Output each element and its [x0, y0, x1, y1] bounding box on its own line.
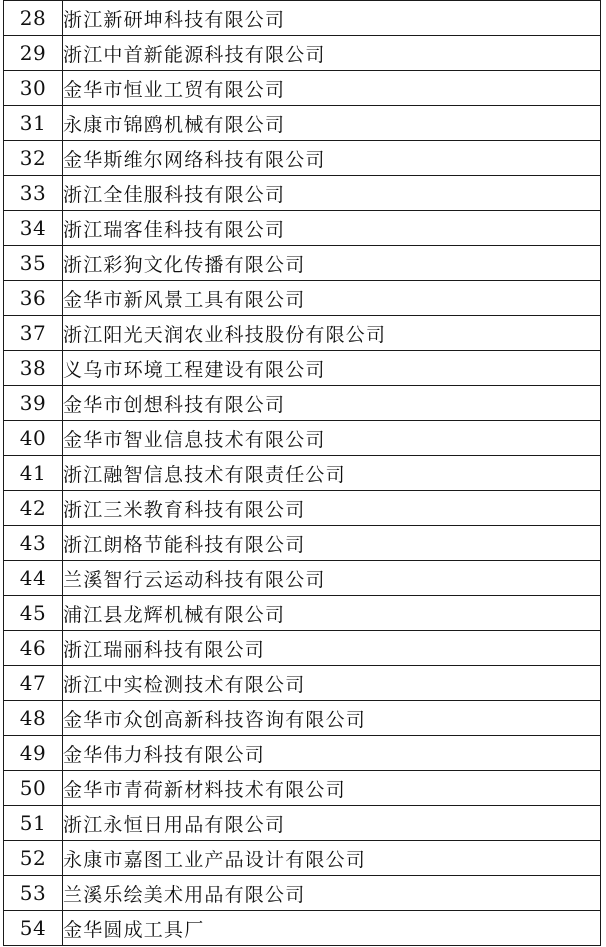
table-row — [4, 316, 601, 351]
row-index-cell: 38 — [4, 351, 63, 386]
table-row — [4, 596, 601, 631]
company-name-cell: 浙江朗格节能科技有限公司 — [63, 526, 601, 561]
table-row — [4, 36, 601, 71]
row-index-cell: 52 — [4, 841, 63, 876]
company-name-cell: 浦江县龙辉机械有限公司 — [63, 596, 601, 631]
table-row — [4, 526, 601, 561]
table-row — [4, 876, 601, 911]
company-name-cell: 金华市恒业工贸有限公司 — [63, 71, 601, 106]
table-row — [4, 561, 601, 596]
company-name-cell: 兰溪智行云运动科技有限公司 — [63, 561, 601, 596]
row-index-cell: 31 — [4, 106, 63, 141]
company-name-cell: 浙江瑞客佳科技有限公司 — [63, 211, 601, 246]
table-row — [4, 456, 601, 491]
table-row — [4, 141, 601, 176]
company-name-cell: 浙江三米教育科技有限公司 — [63, 491, 601, 526]
table-row — [4, 666, 601, 701]
company-name-cell: 金华市青荷新材料技术有限公司 — [63, 771, 601, 806]
row-index-cell: 48 — [4, 701, 63, 736]
row-index-cell: 42 — [4, 491, 63, 526]
company-name-cell: 金华市创想科技有限公司 — [63, 386, 601, 421]
company-name-cell: 浙江阳光天润农业科技股份有限公司 — [63, 316, 601, 351]
company-name-cell: 金华斯维尔网络科技有限公司 — [63, 141, 601, 176]
table-row — [4, 701, 601, 736]
table-row — [4, 386, 601, 421]
table-row — [4, 736, 601, 771]
company-name-cell: 金华伟力科技有限公司 — [63, 736, 601, 771]
company-name-cell: 兰溪乐绘美术用品有限公司 — [63, 876, 601, 911]
table-row — [4, 841, 601, 876]
company-name-cell: 浙江新研坤科技有限公司 — [63, 1, 601, 36]
table-row — [4, 246, 601, 281]
company-list-table — [3, 0, 601, 946]
row-index-cell: 36 — [4, 281, 63, 316]
company-name-cell: 金华市智业信息技术有限公司 — [63, 421, 601, 456]
row-index-cell: 40 — [4, 421, 63, 456]
row-index-cell: 39 — [4, 386, 63, 421]
row-index-cell: 34 — [4, 211, 63, 246]
table-row — [4, 211, 601, 246]
table-row — [4, 351, 601, 386]
company-name-cell: 浙江融智信息技术有限责任公司 — [63, 456, 601, 491]
row-index-cell: 41 — [4, 456, 63, 491]
row-index-cell: 51 — [4, 806, 63, 841]
row-index-cell: 54 — [4, 911, 63, 946]
table-body — [4, 1, 601, 946]
row-index-cell: 32 — [4, 141, 63, 176]
row-index-cell: 45 — [4, 596, 63, 631]
company-name-cell: 浙江永恒日用品有限公司 — [63, 806, 601, 841]
company-name-cell: 永康市嘉图工业产品设计有限公司 — [63, 841, 601, 876]
table-row — [4, 106, 601, 141]
row-index-cell: 28 — [4, 1, 63, 36]
table-row — [4, 1, 601, 36]
table-row — [4, 631, 601, 666]
row-index-cell: 53 — [4, 876, 63, 911]
company-name-cell: 义乌市环境工程建设有限公司 — [63, 351, 601, 386]
company-name-cell: 金华市新风景工具有限公司 — [63, 281, 601, 316]
company-name-cell: 永康市锦鸥机械有限公司 — [63, 106, 601, 141]
table-row — [4, 71, 601, 106]
company-name-cell: 浙江瑞丽科技有限公司 — [63, 631, 601, 666]
company-name-cell: 浙江中首新能源科技有限公司 — [63, 36, 601, 71]
company-name-cell: 浙江中实检测技术有限公司 — [63, 666, 601, 701]
row-index-cell: 30 — [4, 71, 63, 106]
row-index-cell: 33 — [4, 176, 63, 211]
row-index-cell: 50 — [4, 771, 63, 806]
row-index-cell: 44 — [4, 561, 63, 596]
table-row — [4, 421, 601, 456]
company-name-cell: 金华市众创高新科技咨询有限公司 — [63, 701, 601, 736]
row-index-cell: 35 — [4, 246, 63, 281]
table-row — [4, 281, 601, 316]
table-row — [4, 491, 601, 526]
table-row — [4, 911, 601, 946]
row-index-cell: 37 — [4, 316, 63, 351]
row-index-cell: 43 — [4, 526, 63, 561]
company-name-cell: 金华圆成工具厂 — [63, 911, 601, 946]
table-row — [4, 176, 601, 211]
table-row — [4, 771, 601, 806]
row-index-cell: 49 — [4, 736, 63, 771]
row-index-cell: 47 — [4, 666, 63, 701]
row-index-cell: 29 — [4, 36, 63, 71]
row-index-cell: 46 — [4, 631, 63, 666]
company-name-cell: 浙江彩狗文化传播有限公司 — [63, 246, 601, 281]
table-row — [4, 806, 601, 841]
company-name-cell: 浙江全佳服科技有限公司 — [63, 176, 601, 211]
